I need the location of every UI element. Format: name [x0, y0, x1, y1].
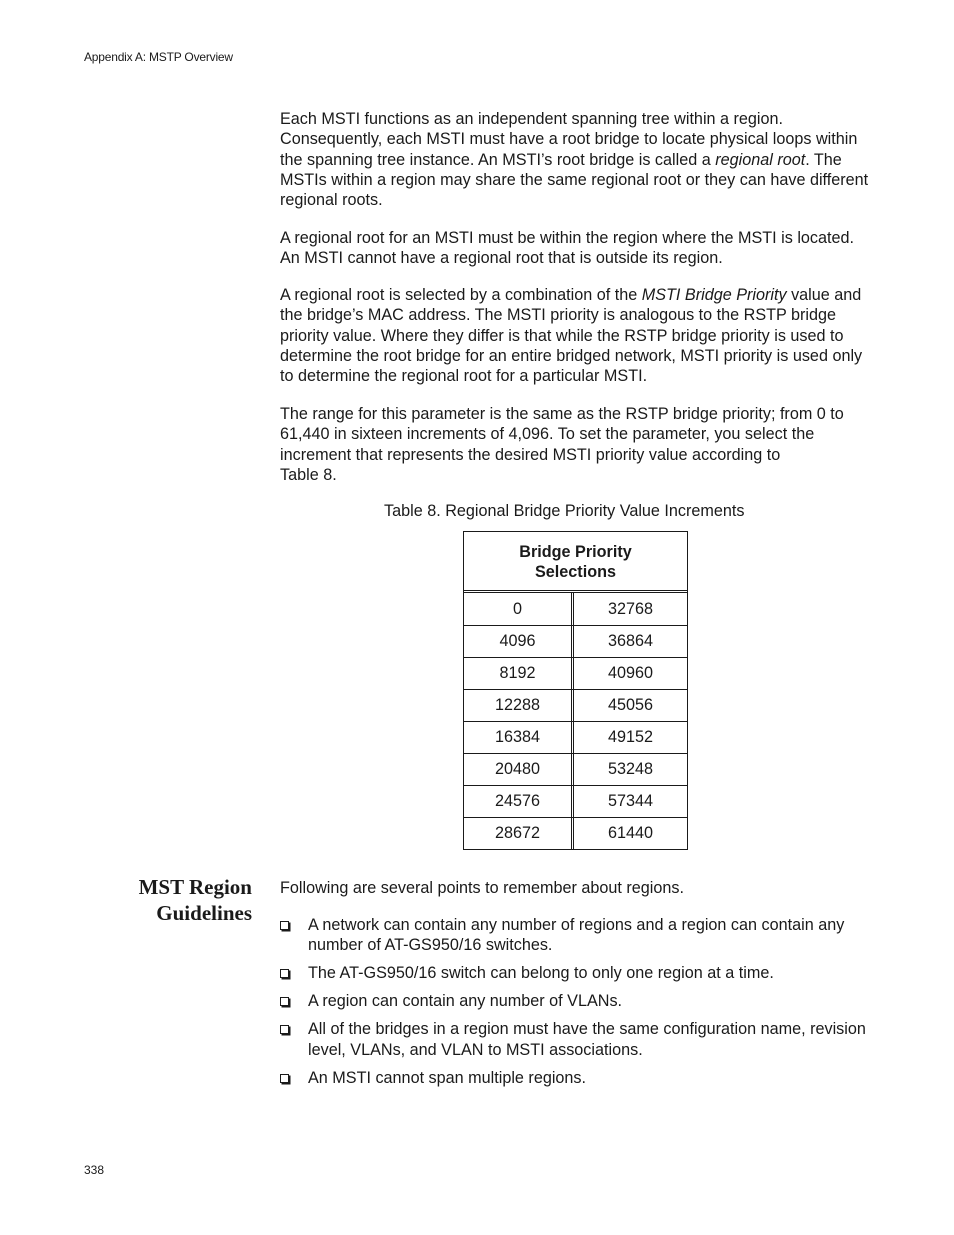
list-item — [280, 991, 870, 1011]
list-item-text: An MSTI cannot span multiple regions. — [308, 1068, 587, 1087]
table-row — [464, 657, 687, 689]
paragraph-priority-range — [280, 404, 870, 485]
table-cell: 53248 — [607, 760, 653, 778]
paragraph-text: . The MSTIs within a region may share the same regional root or they can have different regional roots. — [280, 150, 869, 210]
table-cell: 28672 — [464, 818, 574, 849]
table-cell: 0 — [464, 593, 574, 625]
guidelines-list — [280, 915, 870, 1096]
table-cell: 16384 — [464, 722, 574, 753]
table-caption: Table 8. Regional Bridge Priority Value Increments — [384, 502, 745, 520]
list-item — [280, 1019, 870, 1060]
paragraph-text: A regional root is selected by a combination of the — [280, 286, 642, 304]
table-cell: 40960 — [607, 664, 653, 682]
table-row — [464, 817, 687, 849]
checkbox-bullet-icon — [280, 1025, 289, 1034]
table-cell: 45056 — [607, 696, 653, 714]
table-header-line: Selections — [535, 563, 616, 581]
paragraph-regional-root-selection — [280, 285, 870, 386]
list-item-text: A region can contain any number of VLANs. — [308, 992, 623, 1011]
table-row — [464, 593, 687, 625]
table-cell: 57344 — [607, 792, 653, 810]
section-heading — [52, 874, 252, 926]
running-header: Appendix A: MSTP Overview — [84, 50, 233, 64]
checkbox-bullet-icon — [280, 1074, 289, 1083]
table-cell: 4096 — [464, 626, 574, 657]
paragraph-text: The range for this parameter is the same as the RSTP bridge priority; from 0 to 61,440 in sixteen increments of 4,096. To set the parameter, you select the increment that represents the desired MSTI priority value according to — [280, 405, 844, 464]
section-intro: Following are several points to remember about regions. — [280, 879, 684, 897]
list-item — [280, 963, 870, 983]
list-item-text: The AT-GS950/16 switch can belong to only one region at a time. — [308, 964, 774, 983]
table-row — [464, 721, 687, 753]
section-heading-line: MST Region — [138, 875, 252, 899]
paragraph-text: value and the bridge’s MAC address. The MSTI priority is analogous to the RSTP bridge priority value. Where they differ is that while the RSTP bridge priority is used to determine the root bridge for an entire bridged network, MSTI priority is used only to determine the regional root for a particular MSTI. — [280, 286, 863, 386]
checkbox-bullet-icon — [280, 969, 289, 978]
paragraph-regional-root-location — [280, 228, 870, 269]
page-number: 338 — [84, 1163, 105, 1177]
table-reference-link[interactable]: Table 8. — [280, 465, 337, 484]
paragraph-text: Each MSTI functions as an independent spanning tree within a region. Consequently, each MSTI must have a root bridge to locate physical loops within the spanning tree instance. An MSTI’s root bridge is called a — [280, 110, 858, 169]
table-cell: 49152 — [607, 728, 653, 746]
table-cell: 32768 — [607, 599, 653, 618]
table-cell: 36864 — [607, 632, 653, 650]
table-cell: 61440 — [607, 824, 653, 842]
table-row — [464, 625, 687, 657]
table-cell: 20480 — [464, 754, 574, 785]
list-item — [280, 1068, 870, 1088]
checkbox-bullet-icon — [280, 921, 289, 930]
emphasis-msti-bridge-priority: MSTI Bridge Priority — [641, 286, 787, 304]
list-item-text: A network can contain any number of regions and a region can contain any number of AT-GS950/16 switches. — [308, 916, 845, 955]
paragraph-msti-functions — [280, 109, 870, 210]
table-cell: 8192 — [464, 658, 574, 689]
emphasis-regional-root: regional root — [715, 150, 806, 169]
list-item-text: All of the bridges in a region must have the same configuration name, revision level, VLANs, and VLAN to MSTI associations. — [308, 1020, 866, 1059]
table-cell: 12288 — [464, 690, 574, 721]
paragraph-text: A regional root for an MSTI must be within the region where the MSTI is located. An MSTI cannot have a regional root that is outside its region. — [280, 229, 855, 268]
table-row — [464, 753, 687, 785]
list-item — [280, 915, 870, 956]
section-heading-line: Guidelines — [156, 901, 252, 925]
checkbox-bullet-icon — [280, 997, 289, 1006]
table-row — [464, 785, 687, 817]
table-header — [464, 532, 687, 593]
table-row — [464, 689, 687, 721]
table-header-line: Bridge Priority — [519, 543, 632, 561]
table-cell: 24576 — [464, 786, 574, 817]
priority-table — [463, 531, 688, 850]
